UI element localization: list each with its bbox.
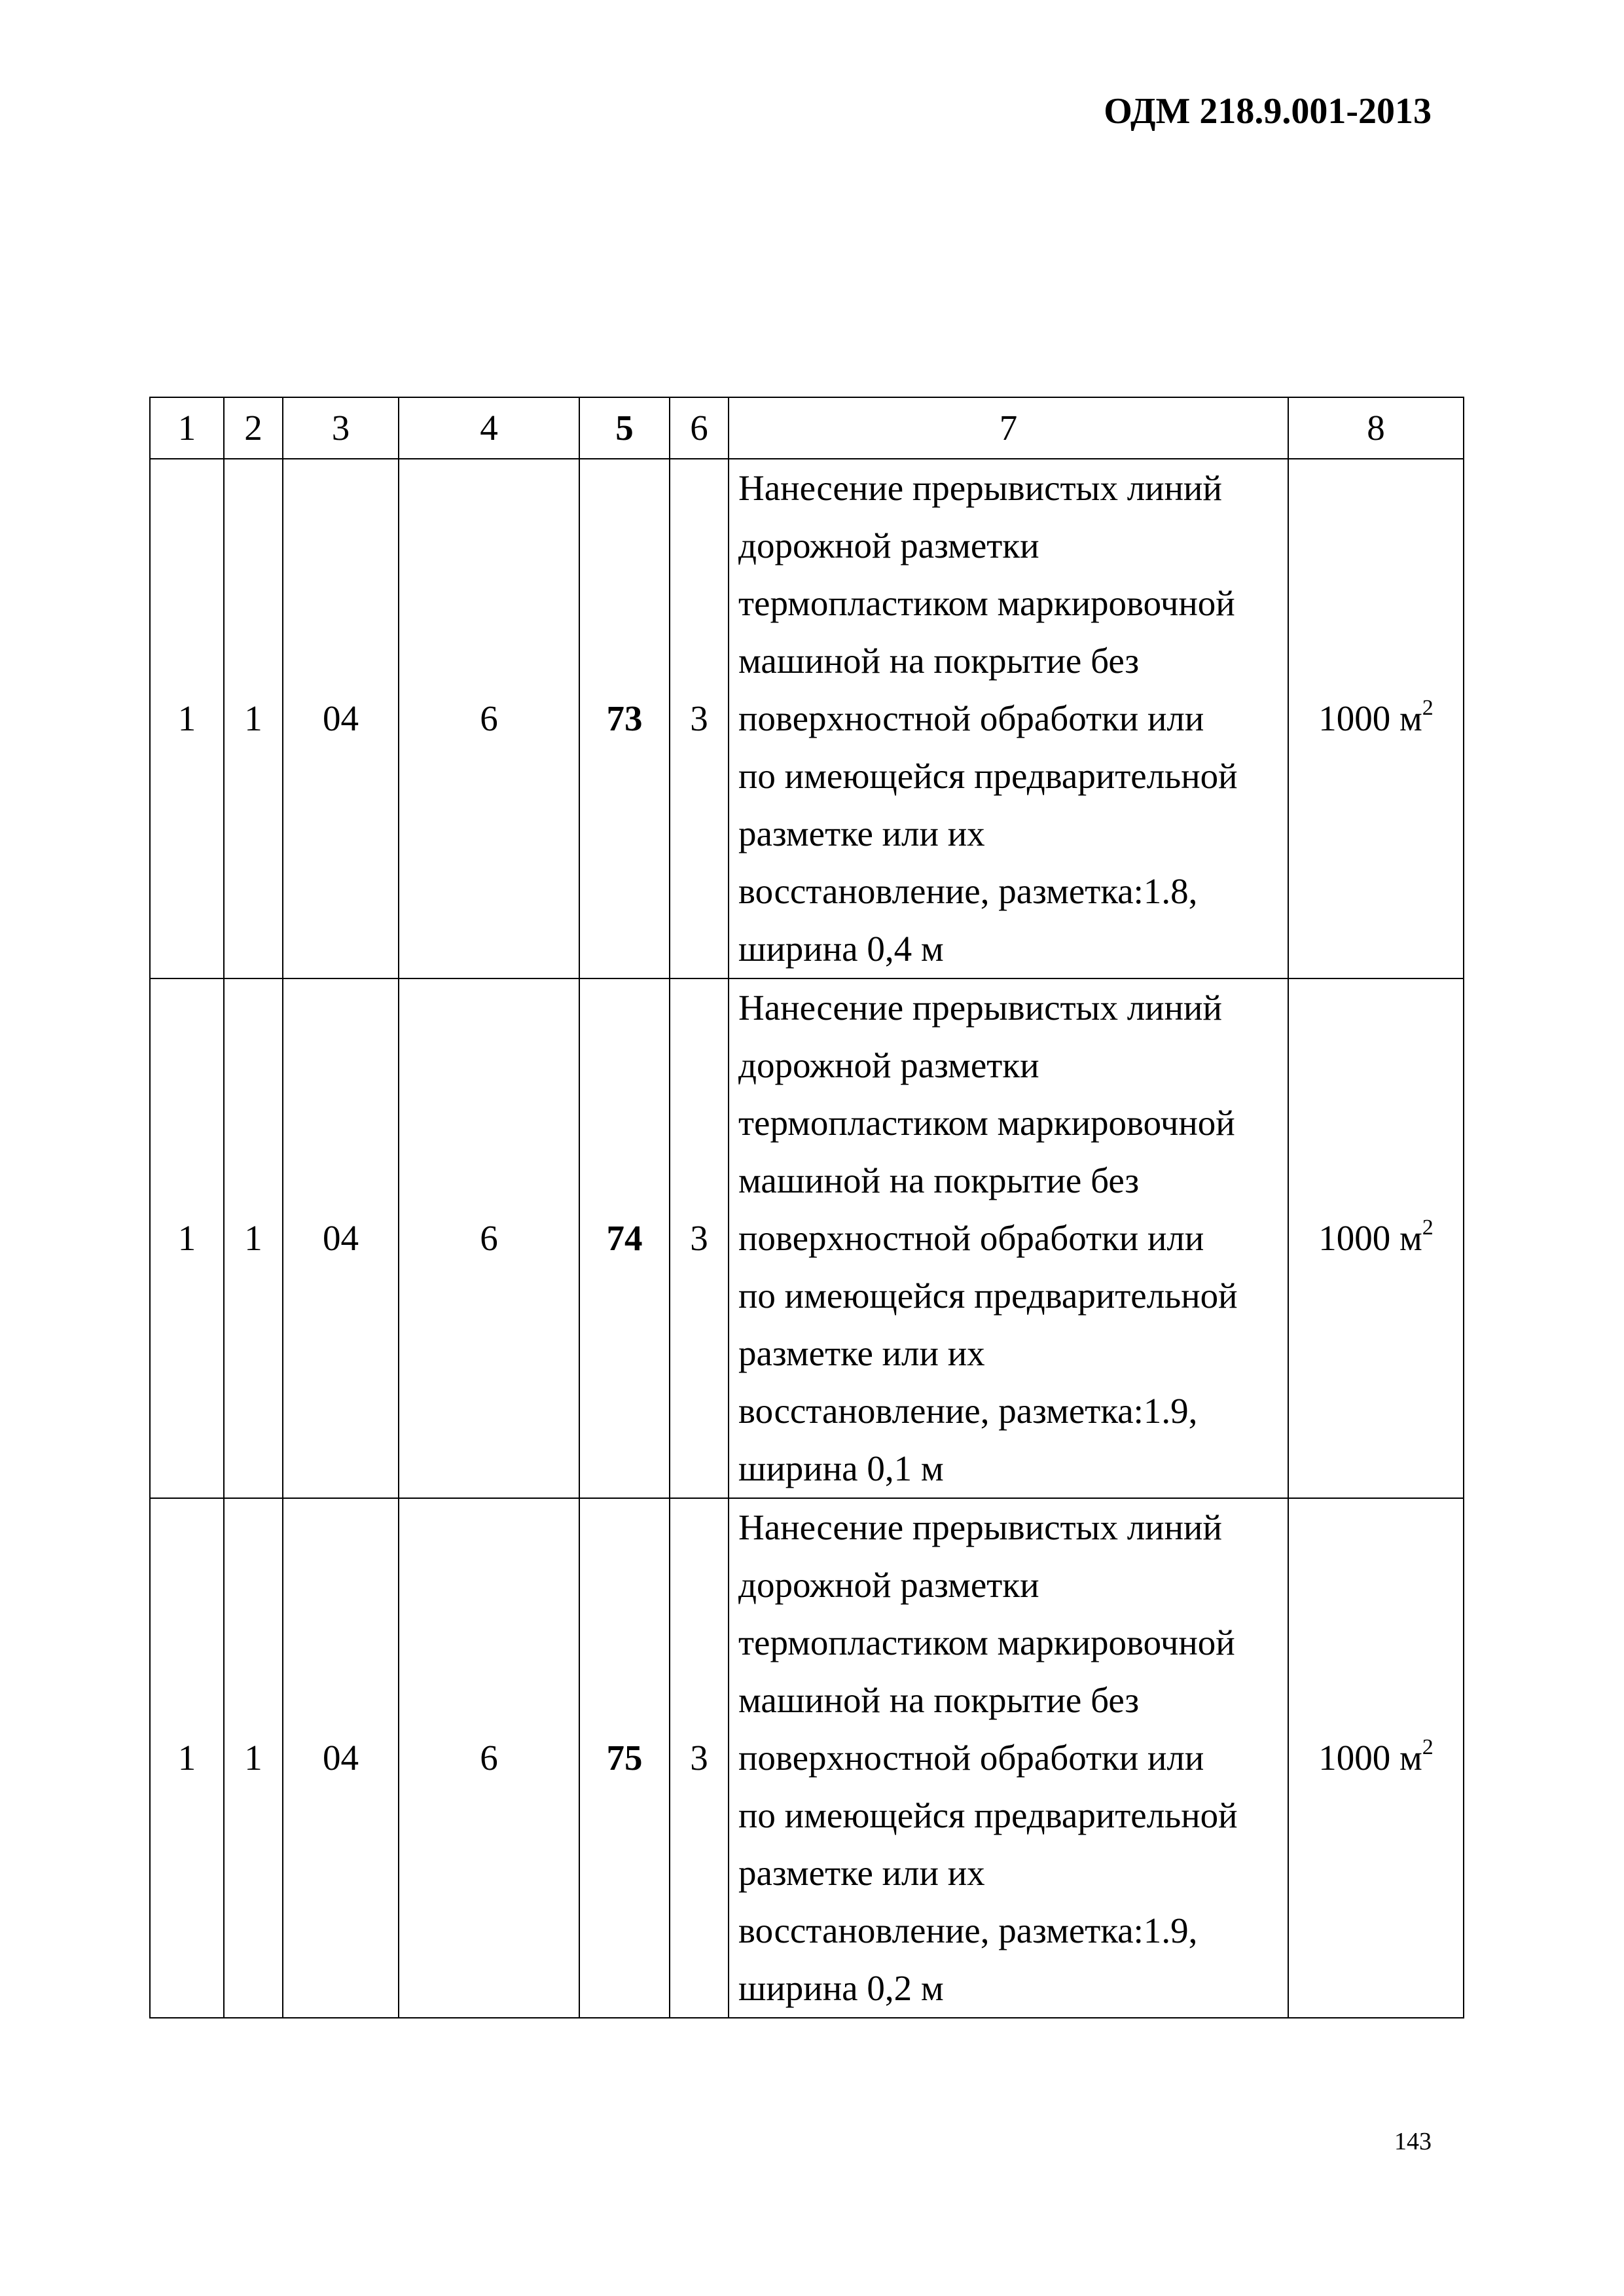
table-cell: 1: [150, 978, 224, 1498]
table-row: [150, 1498, 1464, 2018]
unit-label: 1000 м: [1318, 1738, 1422, 1778]
table-cell: 04: [283, 1498, 399, 2018]
description-line: ширина 0,1 м: [738, 1448, 944, 1488]
unit-label: 1000 м: [1318, 1218, 1422, 1258]
description-line: машиной на покрытие без: [738, 1680, 1140, 1720]
unit-exponent: 2: [1422, 1215, 1434, 1240]
description-line: восстановление, разметка:1.9,: [738, 1910, 1198, 1950]
description-line: дорожной разметки: [738, 1565, 1039, 1605]
description-line: дорожной разметки: [738, 1045, 1039, 1085]
table-cell: 1: [150, 459, 224, 978]
table-cell-unit: [1288, 1498, 1464, 2018]
table-cell: 3: [670, 459, 729, 978]
unit-exponent: 2: [1422, 696, 1434, 720]
column-header: 5: [579, 397, 670, 459]
table-cell-description: [729, 978, 1288, 1498]
description-line: машиной на покрытие без: [738, 641, 1140, 681]
column-header: 8: [1288, 397, 1464, 459]
page-number: 143: [1394, 2128, 1432, 2155]
description-line: поверхностной обработки или: [738, 1738, 1204, 1778]
description-line: термопластиком маркировочной: [738, 1623, 1235, 1662]
column-header: 6: [670, 397, 729, 459]
description-line: машиной на покрытие без: [738, 1160, 1140, 1200]
description-line: термопластиком маркировочной: [738, 583, 1235, 623]
table-cell-description: [729, 1498, 1288, 2018]
table-row: [150, 459, 1464, 978]
table-cell-description: [729, 459, 1288, 978]
table-cell-unit: [1288, 459, 1464, 978]
table-cell: 3: [670, 978, 729, 1498]
table-cell: 3: [670, 1498, 729, 2018]
description-line: по имеющейся предварительной: [738, 1795, 1238, 1835]
description-line: разметке или их: [738, 814, 985, 853]
table-cell-code: 74: [579, 978, 670, 1498]
description-line: по имеющейся предварительной: [738, 756, 1238, 796]
column-header: 2: [224, 397, 283, 459]
description-line: Нанесение прерывистых линий: [738, 468, 1222, 508]
description-line: поверхностной обработки или: [738, 698, 1204, 738]
table-cell: 1: [224, 1498, 283, 2018]
table-row: [150, 978, 1464, 1498]
column-header: 3: [283, 397, 399, 459]
table-cell: 6: [399, 459, 579, 978]
description-line: разметке или их: [738, 1333, 985, 1373]
table-cell: 04: [283, 459, 399, 978]
description-line: поверхностной обработки или: [738, 1218, 1204, 1258]
description-line: по имеющейся предварительной: [738, 1276, 1238, 1316]
description-line: разметке или их: [738, 1853, 985, 1893]
document-code: ОДМ 218.9.001-2013: [1104, 91, 1432, 132]
description-line: ширина 0,4 м: [738, 929, 944, 969]
table-header-row: [150, 397, 1464, 459]
table-cell: 6: [399, 1498, 579, 2018]
description-line: дорожной разметки: [738, 526, 1039, 565]
table-cell: 1: [150, 1498, 224, 2018]
classifier-table: [149, 397, 1464, 2018]
column-header: 7: [729, 397, 1288, 459]
table-cell-unit: [1288, 978, 1464, 1498]
description-line: термопластиком маркировочной: [738, 1103, 1235, 1143]
description-line: восстановление, разметка:1.8,: [738, 871, 1198, 911]
unit-exponent: 2: [1422, 1735, 1434, 1759]
column-header: 4: [399, 397, 579, 459]
table-cell: 6: [399, 978, 579, 1498]
table-cell: 04: [283, 978, 399, 1498]
description-line: восстановление, разметка:1.9,: [738, 1391, 1198, 1431]
description-line: ширина 0,2 м: [738, 1968, 944, 2008]
description-line: Нанесение прерывистых линий: [738, 1507, 1222, 1547]
unit-label: 1000 м: [1318, 698, 1422, 738]
description-line: Нанесение прерывистых линий: [738, 988, 1222, 1028]
table-cell-code: 75: [579, 1498, 670, 2018]
table-cell: 1: [224, 978, 283, 1498]
table-cell-code: 73: [579, 459, 670, 978]
table-cell: 1: [224, 459, 283, 978]
column-header: 1: [150, 397, 224, 459]
